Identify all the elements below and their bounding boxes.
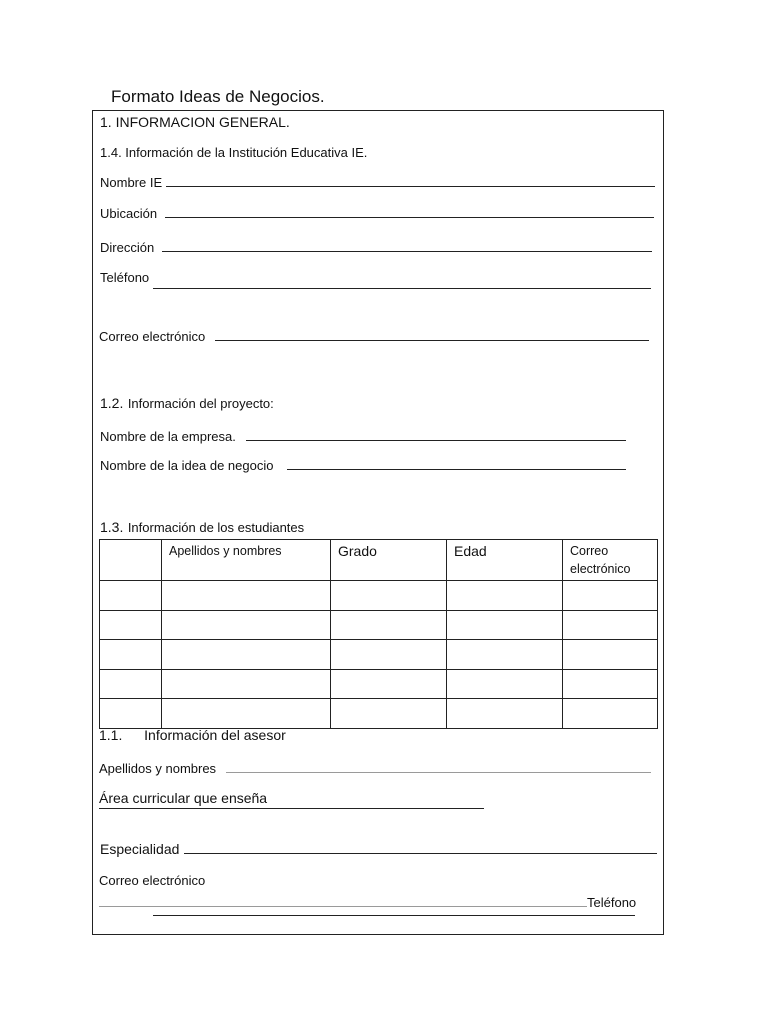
proyecto-heading — [100, 395, 274, 413]
empresa-label: Nombre de la empresa. — [100, 429, 236, 444]
table-cell[interactable] — [563, 581, 658, 611]
table-cell[interactable] — [162, 581, 331, 611]
table-cell[interactable] — [331, 581, 447, 611]
table-cell[interactable] — [563, 610, 658, 640]
table-cell[interactable] — [162, 669, 331, 699]
table-row — [100, 581, 658, 611]
table-cell[interactable] — [331, 669, 447, 699]
asesor-telefono-field[interactable] — [153, 915, 635, 916]
ubicacion-field[interactable] — [165, 217, 654, 218]
table-cell[interactable] — [100, 669, 162, 699]
table-cell[interactable] — [162, 640, 331, 670]
idea-label: Nombre de la idea de negocio — [100, 458, 274, 473]
header-cell-correo: Correo electrónico — [563, 540, 658, 581]
table-cell[interactable] — [331, 640, 447, 670]
asesor-number: 1.1. — [99, 727, 123, 743]
table-cell[interactable] — [563, 640, 658, 670]
table-cell[interactable] — [563, 699, 658, 729]
header-cell-grado: Grado — [331, 540, 447, 581]
table-header-row — [100, 540, 658, 581]
asesor-area-label: Área curricular que enseña — [99, 790, 268, 806]
telefono-ie-field[interactable] — [153, 288, 651, 289]
telefono-ie-label: Teléfono — [100, 270, 150, 285]
table-cell[interactable] — [447, 699, 563, 729]
table-cell[interactable] — [331, 699, 447, 729]
nombre-ie-field[interactable] — [166, 186, 655, 187]
direccion-label: Dirección — [100, 240, 155, 255]
table-cell[interactable] — [162, 610, 331, 640]
direccion-field[interactable] — [162, 251, 652, 252]
table-cell[interactable] — [331, 610, 447, 640]
estudiantes-title: Información de los estudiantes — [127, 520, 305, 535]
correo-ie-label: Correo electrónico — [99, 329, 206, 344]
ie-info-heading: 1.4. Información de la Institución Educativa IE. — [100, 145, 368, 160]
table-cell[interactable] — [100, 640, 162, 670]
table-cell[interactable] — [100, 610, 162, 640]
asesor-apellidos-field[interactable] — [226, 772, 651, 773]
empresa-field[interactable] — [246, 440, 626, 441]
table-cell[interactable] — [162, 699, 331, 729]
table-cell[interactable] — [100, 699, 162, 729]
asesor-area-field[interactable] — [99, 808, 484, 809]
ubicacion-label: Ubicación — [100, 206, 158, 221]
section-general-heading: 1. INFORMACION GENERAL. — [100, 114, 290, 130]
estudiantes-heading — [100, 519, 304, 537]
asesor-telefono-label: Teléfono — [587, 895, 637, 910]
asesor-title: Información del asesor — [144, 727, 286, 743]
asesor-correo-field[interactable] — [99, 906, 587, 907]
students-table — [99, 539, 658, 729]
document-title: Formato Ideas de Negocios. — [111, 87, 325, 106]
table-cell[interactable] — [447, 669, 563, 699]
table-row — [100, 610, 658, 640]
asesor-especialidad-field[interactable] — [184, 853, 657, 854]
table-cell[interactable] — [563, 669, 658, 699]
header-cell-index — [100, 540, 162, 581]
header-cell-edad: Edad — [447, 540, 563, 581]
table-row — [100, 699, 658, 729]
table-row — [100, 640, 658, 670]
table-cell[interactable] — [447, 640, 563, 670]
table-cell[interactable] — [100, 581, 162, 611]
asesor-especialidad-label: Especialidad — [100, 841, 180, 857]
asesor-heading — [99, 727, 286, 743]
asesor-correo-label: Correo electrónico — [99, 873, 206, 888]
proyecto-number: 1.2. — [100, 395, 124, 411]
nombre-ie-label: Nombre IE — [100, 175, 163, 190]
table-row — [100, 669, 658, 699]
proyecto-title: Información del proyecto: — [127, 396, 274, 411]
asesor-apellidos-label: Apellidos y nombres — [99, 761, 217, 776]
table-cell[interactable] — [447, 610, 563, 640]
table-cell[interactable] — [447, 581, 563, 611]
correo-ie-field[interactable] — [215, 340, 649, 341]
idea-field[interactable] — [287, 469, 626, 470]
estudiantes-number: 1.3. — [100, 519, 124, 535]
header-cell-nombres: Apellidos y nombres — [162, 540, 331, 581]
